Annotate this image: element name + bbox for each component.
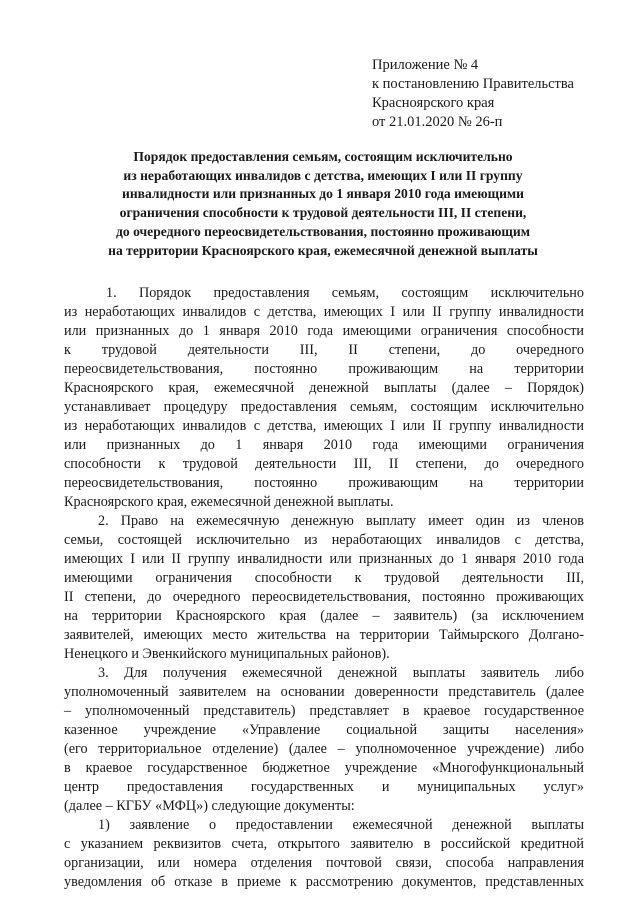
- paragraph-1-line: переосвидетельствования, постоянно проживающим на территории: [64, 361, 584, 377]
- title-line: из неработающих инвалидов с детства, имеющих I или II группу: [123, 167, 523, 183]
- appendix-resolution: к постановлению Правительства: [372, 76, 574, 92]
- appendix-region: Красноярского края: [372, 95, 495, 111]
- paragraph-1-line: или признанных до 1 января 2010 года имеющими ограничения: [64, 437, 584, 453]
- paragraph-2-line: имеющих I или II группу инвалидности или признанных до 1 января 2010 года: [64, 551, 584, 567]
- paragraph-2-line: семьи, состоящей исключительно из неработающих инвалидов с детства,: [64, 532, 584, 548]
- paragraph-2-line: 2. Право на ежемесячную денежную выплату имеет один из членов: [98, 513, 584, 529]
- paragraph-3-line: в краевое государственное бюджетное учреждение «Многофункциональный: [64, 760, 584, 776]
- paragraph-3-line: центр предоставления государственных и муниципальных услуг»: [64, 779, 584, 795]
- subitem-1-line: с указанием реквизитов счета, открытого заявителю в российской кредитной: [64, 836, 584, 852]
- document-title: [60, 148, 586, 260]
- paragraph-1-line: к трудовой деятельности III, II степени, до очередного: [64, 342, 584, 358]
- paragraph-3-line: (далее – КГБУ «МФЦ») следующие документы:: [64, 798, 355, 814]
- appendix-header: [372, 56, 622, 132]
- paragraph-3-line: 3. Для получения ежемесячной денежной выплаты заявитель либо: [98, 665, 584, 681]
- paragraph-1-line: из неработающих инвалидов с детства, имеющих I или II группу инвалидности: [64, 418, 584, 434]
- paragraph-2-line: имеющими ограничения способности к трудовой деятельности III,: [64, 570, 584, 586]
- paragraph-2-line: II степени, до очередного переосвидетельствования, постоянно проживающих: [64, 589, 584, 605]
- title-line: инвалидности или признанных до 1 января 2010 года имеющими: [121, 186, 525, 202]
- paragraph-1-line: 1. Порядок предоставления семьям, состоящим исключительно: [106, 285, 584, 301]
- subitem-1-line: 1) заявление о предоставлении ежемесячной денежной выплаты: [98, 817, 584, 833]
- title-line: ограничения способности к трудовой деятельности III, II степени,: [119, 205, 527, 221]
- appendix-date: от 21.01.2020 № 26-п: [372, 114, 503, 130]
- appendix-number: Приложение № 4: [372, 57, 479, 73]
- paragraph-1-line: или признанных до 1 января 2010 года имеющими ограничения способности: [64, 323, 584, 339]
- paragraph-3-line: уполномоченный заявителем на основании доверенности представитель (далее: [64, 684, 584, 700]
- paragraph-1-line: способности к трудовой деятельности III, II степени, до очередного: [64, 456, 584, 472]
- paragraph-2-line: на территории Красноярского края (далее – заявитель) (за исключением: [64, 608, 584, 624]
- title-line: до очередного переосвидетельствования, постоянно проживающим: [116, 223, 530, 239]
- paragraph-1-line: из неработающих инвалидов с детства, имеющих I или II группу инвалидности: [64, 304, 584, 320]
- paragraph-1-line: устанавливает процедуру предоставления семьям, состоящим исключительно: [64, 399, 584, 415]
- paragraph-2-line: Ненецкого и Эвенкийского муниципальных районов).: [64, 646, 390, 662]
- paragraph-1-line: Красноярского края, ежемесячной денежной выплаты (далее – Порядок): [64, 380, 584, 396]
- title-line: Порядок предоставления семьям, состоящим исключительно: [133, 149, 513, 164]
- paragraph-1-line: Красноярского края, ежемесячной денежной выплаты.: [64, 494, 394, 510]
- paragraph-3-line: – уполномоченный представитель) представляет в краевое государственное: [64, 703, 584, 719]
- document-body: [64, 284, 584, 892]
- subitem-1-line: уведомления об отказе в приеме к рассмотрению документов, представленных: [64, 874, 584, 890]
- paragraph-3-line: казенное учреждение «Управление социальной защиты населения»: [64, 722, 584, 738]
- subitem-1-line: организации, или номера отделения почтовой связи, способа направления: [64, 855, 584, 871]
- paragraph-2-line: заявителей, имеющих место жительства на территории Таймырского Долгано-: [64, 627, 584, 643]
- paragraph-1-line: переосвидетельствования, постоянно проживающим на территории: [64, 475, 584, 491]
- title-line: на территории Красноярского края, ежемесячной денежной выплаты: [108, 242, 538, 258]
- paragraph-3-line: (его территориальное отделение) (далее – уполномоченное учреждение) либо: [64, 741, 584, 757]
